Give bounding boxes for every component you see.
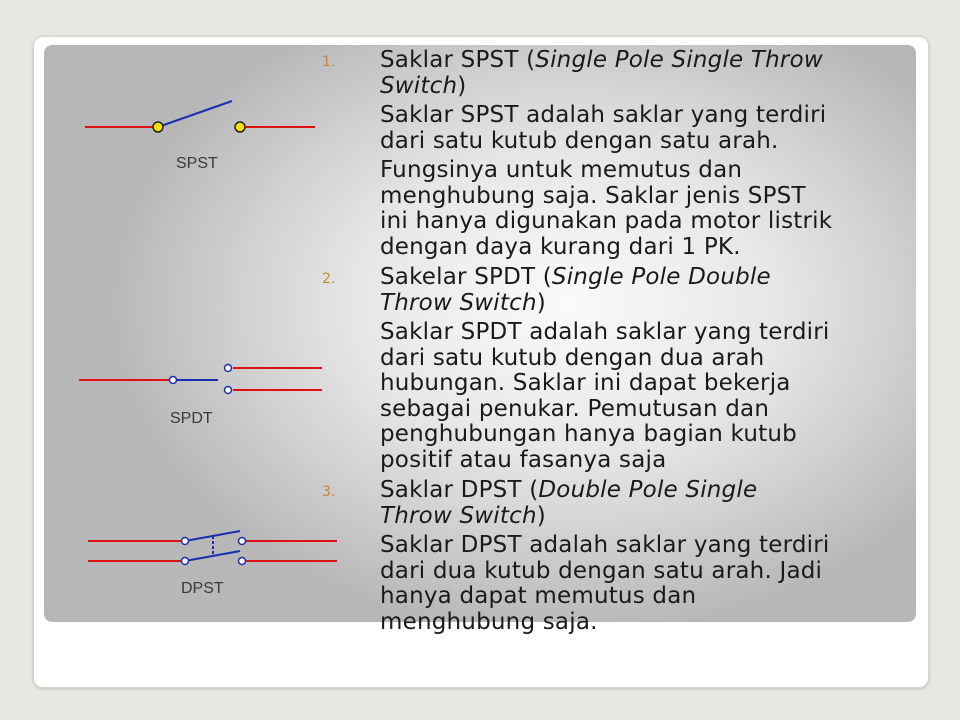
item-2-description — [380, 320, 910, 473]
spst-blade — [158, 101, 232, 127]
item-3-desc-line: Saklar DPST adalah saklar yang terdiri — [380, 532, 830, 558]
dpst-terminal-4 — [239, 558, 246, 565]
spst-terminal-left — [153, 122, 163, 132]
item-2-desc-line: sebagai penukar. Pemutusan dan — [380, 395, 770, 422]
item-2-desc-line: penghubungan hanya bagian kutub — [380, 421, 797, 447]
item-2-heading — [380, 265, 910, 316]
list-number-2: 2. — [322, 271, 336, 287]
item-1-desc2-line: ini hanya digunakan pada motor listrik — [380, 208, 833, 234]
item-3-heading-italic: Double Pole Single — [538, 477, 758, 503]
item-2-heading-post: ) — [536, 289, 546, 316]
dpst-terminal-1 — [182, 538, 189, 545]
item-1-desc-line: dari satu kutub dengan satu arah. — [380, 127, 779, 154]
item-1-desc-line: Saklar SPST adalah saklar yang terdiri — [380, 102, 827, 128]
item-1-heading-italic-2: Switch — [380, 72, 458, 99]
item-2-desc-line: dari satu kutub dengan dua arah — [380, 344, 765, 371]
spst-diagram — [80, 95, 320, 175]
item-1-description — [380, 103, 910, 154]
item-3-heading — [380, 478, 910, 529]
spdt-label: SPDT — [170, 410, 213, 427]
item-1-desc2-line: Fungsinya untuk memutus dan — [380, 157, 743, 183]
item-1-heading-italic: Single Pole Single Throw — [535, 47, 823, 73]
spdt-diagram — [75, 355, 330, 435]
spst-terminal-right — [235, 122, 245, 132]
item-3-desc-line: dari dua kutub dengan satu arah. Jadi — [380, 557, 823, 584]
spdt-terminal-bottom — [225, 387, 232, 394]
item-1-desc2-line: menghubung saja. Saklar jenis SPST — [380, 182, 806, 209]
item-1-heading-pre: Saklar SPST ( — [380, 47, 536, 73]
list-number-3: 3. — [322, 484, 336, 500]
item-3-description — [380, 533, 910, 635]
item-1-description-2 — [380, 158, 910, 260]
item-2-desc-line: positif atau fasanya saja — [380, 446, 667, 473]
spdt-terminal-top — [225, 365, 232, 372]
dpst-label: DPST — [181, 580, 224, 597]
item-1-heading-post: ) — [457, 72, 467, 99]
item-3-desc-line: menghubung saja. — [380, 608, 598, 635]
list-number-1: 1. — [322, 54, 336, 70]
item-2-desc-line: hubungan. Saklar ini dapat bekerja — [380, 370, 791, 396]
item-2-heading-italic-2: Throw Switch — [380, 289, 537, 316]
spst-label: SPST — [176, 155, 218, 172]
dpst-terminal-2 — [182, 558, 189, 565]
spdt-terminal-common — [170, 377, 177, 384]
dpst-terminal-3 — [239, 538, 246, 545]
item-1-heading — [380, 48, 910, 99]
item-1-desc2-line: dengan daya kurang dari 1 PK. — [380, 233, 741, 260]
item-2-heading-pre: Sakelar SPDT ( — [380, 264, 552, 290]
dpst-diagram — [85, 525, 340, 605]
item-3-heading-post: ) — [536, 502, 546, 529]
item-3-heading-pre: Saklar DPST ( — [380, 477, 539, 503]
item-2-desc-line: Saklar SPDT adalah saklar yang terdiri — [380, 319, 830, 345]
item-3-heading-italic-2: Throw Switch — [380, 502, 537, 529]
item-3-desc-line: hanya dapat memutus dan — [380, 583, 697, 609]
item-2-heading-italic: Single Pole Double — [551, 264, 771, 290]
